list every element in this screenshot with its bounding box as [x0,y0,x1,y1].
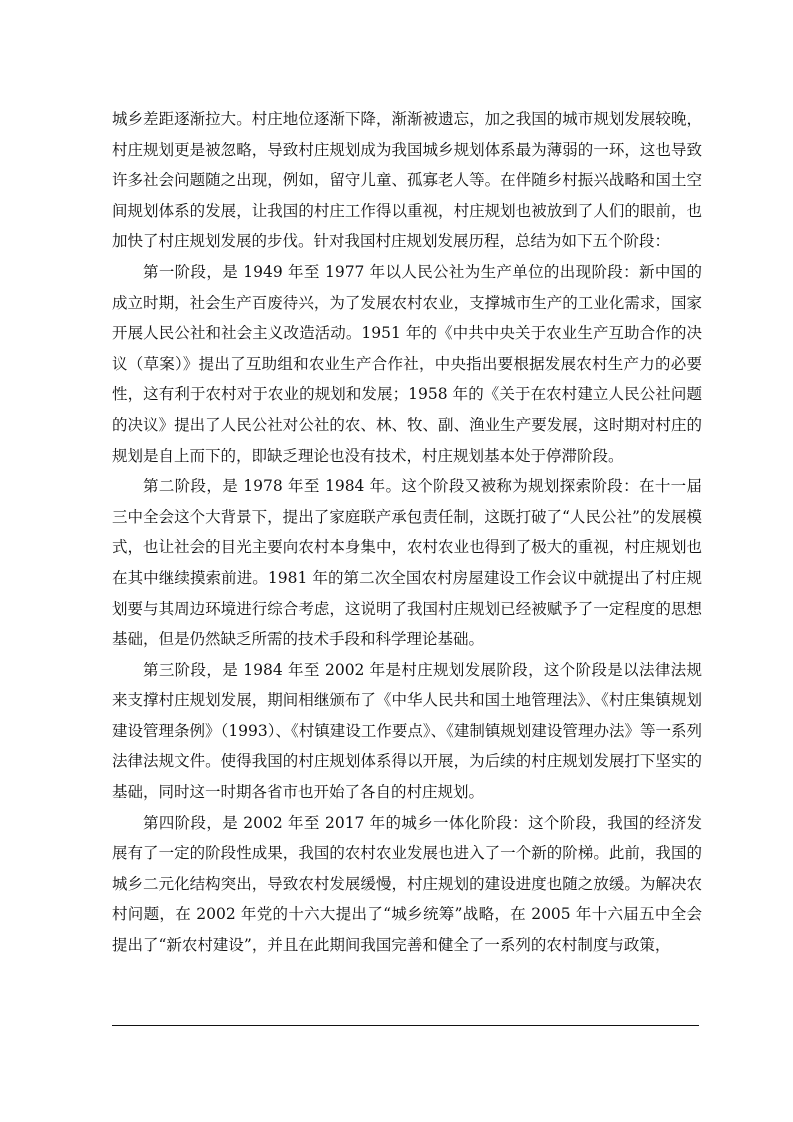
paragraph-stage-one: 第一阶段，是 1949 年至 1977 年以人民公社为生产单位的出现阶段：新中国的成立时期，社会生产百废待兴，为了发展农村农业，支撑城市生产的工业化需求，国家开展人民公社和社会主义改造活动。1951 年的《中共中央关于农业生产互助合作的决议（草案）》提出了互助组和农业生产合作社，中央指出要根据发展农村生产力的必要性，这有利于农村对于农业的规划和发展；1958 年的《关于在农村建立人民公社问题的决议》提出了人民公社对公社的农、林、牧、副、渔业生产要发展，这时期对村庄的规划是自上而下的，即缺乏理论也没有技术，村庄规划基本处于停滞阶段。 [112,262,702,465]
paragraph-stage-two: 第二阶段，是 1978 年至 1984 年。这个阶段又被称为规划探索阶段：在十一届三中全会这个大背景下，提出了家庭联产承包责任制，这既打破了“人民公社”的发展模式，也让社会的目光主要向农村本身集中，农村农业也得到了极大的重视，村庄规划也在其中继续摸索前进。1981 年的第二次全国农村房屋建设工作会议中就提出了村庄规划要与其周边环境进行综合考虑，这说明了我国村庄规划已经被赋予了一定程度的思想基础，但是仍然缺乏所需的技术手段和科学理论基础。 [112,477,702,649]
paragraph-continued: 城乡差距逐渐拉大。村庄地位逐渐下降，渐渐被遗忘，加之我国的城市规划发展较晚，村庄规划更是被忽略，导致村庄规划成为我国城乡规划体系最为薄弱的一环，这也导致许多社会问题随之出现，例如，留守儿童、孤寡老人等。在伴随乡村振兴战略和国土空间规划体系的发展，让我国的村庄工作得以重视，村庄规划也被放到了人们的眼前，也加快了村庄规划发展的步伐。针对我国村庄规划发展历程，总结为如下五个阶段： [112,110,702,251]
paragraph-stage-three: 第三阶段，是 1984 年至 2002 年是村庄规划发展阶段，这个阶段是以法律法规来支撑村庄规划发展，期间相继颁布了《中华人民共和国土地管理法》、《村庄集镇规划建设管理条例》（1993）、《村镇建设工作要点》、《建制镇规划建设管理办法》等一系列法律法规文件。使得我国的村庄规划体系得以开展，为后续的村庄规划发展打下坚实的基础，同时这一时期各省市也开始了各自的村庄规划。 [112,660,702,802]
footer-divider [112,1025,699,1026]
body-text [112,104,702,961]
paragraph-stage-four: 第四阶段，是 2002 年至 2017 年的城乡一体化阶段：这个阶段，我国的经济发展有了一定的阶段性成果，我国的农村农业发展也进入了一个新的阶梯。此前，我国的城乡二元化结构突出，导致农村发展缓慢，村庄规划的建设进度也随之放缓。为解决农村问题，在 2002 年党的十六大提出了“城乡统筹”战略，在 2005 年十六届五中全会提出了“新农村建设”，并且在此期间我国完善和健全了一系列的农村制度与政策， [112,813,702,955]
